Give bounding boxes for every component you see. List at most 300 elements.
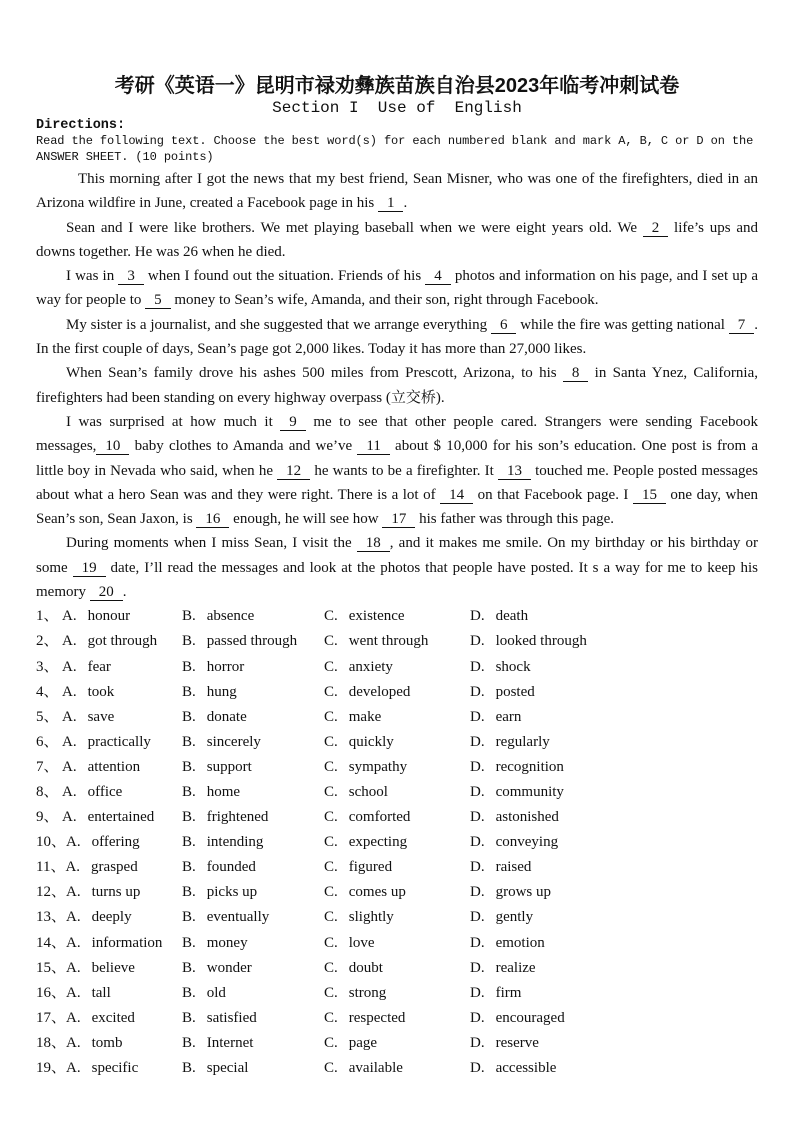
blank-7: 7: [729, 317, 755, 334]
question-8-option-B: [182, 780, 324, 805]
question-18-option-A: [36, 1031, 182, 1056]
option-text: went through: [348, 633, 429, 650]
question-6-option-C: [324, 730, 470, 755]
option-text: respected: [348, 1009, 406, 1026]
option-letter-C: C.: [324, 959, 338, 976]
option-letter-D: D.: [470, 758, 485, 775]
question-number-6: 6、: [36, 733, 59, 750]
option-text: save: [87, 708, 115, 725]
blank-13: 13: [498, 463, 531, 480]
blank-12: 12: [277, 463, 310, 480]
option-text: quickly: [348, 733, 394, 750]
option-letter-B: B.: [182, 984, 196, 1001]
question-19-option-A: [36, 1056, 182, 1081]
option-letter-B: B.: [182, 683, 196, 700]
option-text: practically: [87, 733, 151, 750]
question-17-option-B: [182, 1006, 324, 1031]
option-text: anxiety: [348, 658, 393, 675]
question-10-option-A: [36, 830, 182, 855]
blank-16: 16: [196, 511, 229, 528]
option-text: emotion: [495, 934, 545, 951]
question-list: [36, 604, 758, 1081]
question-9-option-A: [36, 805, 182, 830]
question-number-3: 3、: [36, 658, 59, 675]
option-letter-B: B.: [182, 959, 196, 976]
option-text: expecting: [348, 834, 408, 851]
option-text: firm: [495, 984, 522, 1001]
option-letter-D: D.: [470, 784, 485, 800]
question-4-option-D: [470, 680, 758, 705]
question-number-7: 7、: [36, 758, 59, 775]
option-letter-C: C.: [324, 884, 338, 901]
option-text: eventually: [206, 909, 270, 926]
option-letter-D: D.: [470, 934, 485, 951]
option-text: sincerely: [206, 733, 261, 750]
question-number-16: 16、: [36, 984, 67, 1001]
question-14-option-A: [36, 931, 182, 956]
option-text: conveying: [495, 834, 559, 851]
passage-paragraph-4: My sister is a journalist, and she suggested that we arrange everything 6 while the fire was getting national 7 . In the first couple of days, Sean’s page got 2,000 likes. Today it has more than 27,000 likes.: [36, 316, 758, 358]
question-16-option-D: [470, 981, 758, 1006]
option-letter-A: A.: [62, 733, 77, 750]
question-18-option-C: [324, 1031, 470, 1056]
option-letter-D: D.: [470, 959, 485, 976]
question-11-option-B: [182, 855, 324, 880]
question-15-option-B: [182, 956, 324, 981]
option-letter-B: B.: [182, 1034, 196, 1051]
option-text: school: [348, 784, 388, 800]
option-letter-B: B.: [182, 658, 196, 675]
section-heading: Section I Use of English: [272, 99, 522, 117]
question-row-16: [36, 981, 758, 1006]
option-text: donate: [206, 708, 247, 725]
option-text: tomb: [91, 1034, 123, 1051]
question-8-option-D: [470, 780, 758, 805]
option-letter-C: C.: [324, 984, 338, 1001]
question-row-8: [36, 780, 758, 805]
option-text: support: [206, 758, 252, 775]
question-18-option-B: [182, 1031, 324, 1056]
option-letter-D: D.: [470, 884, 485, 901]
blank-3: 3: [118, 268, 144, 285]
question-5-option-D: [470, 705, 758, 730]
option-letter-D: D.: [470, 834, 485, 851]
option-text: existence: [348, 608, 405, 625]
option-letter-B: B.: [182, 758, 196, 775]
option-letter-A: A.: [62, 683, 77, 700]
question-row-15: [36, 956, 758, 981]
option-text: believe: [91, 959, 135, 976]
question-row-11: [36, 855, 758, 880]
question-row-3: [36, 655, 758, 680]
option-letter-B: B.: [182, 733, 196, 750]
option-text: money: [206, 934, 248, 951]
option-letter-C: C.: [324, 859, 338, 876]
directions-line-2: ANSWER SHEET. (10 points): [36, 149, 214, 164]
option-text: grows up: [495, 884, 552, 901]
option-letter-C: C.: [324, 658, 338, 675]
blank-8: 8: [563, 365, 589, 382]
blank-5: 5: [145, 292, 171, 309]
option-text: looked through: [495, 633, 587, 650]
question-number-10: 10、: [36, 834, 67, 851]
option-letter-A: A.: [66, 834, 81, 851]
option-text: old: [206, 984, 226, 1001]
question-number-9: 9、: [36, 809, 59, 826]
option-letter-C: C.: [324, 733, 338, 750]
question-7-option-D: [470, 755, 758, 780]
option-text: encouraged: [495, 1009, 565, 1026]
question-number-14: 14、: [36, 934, 67, 951]
option-letter-B: B.: [182, 1060, 196, 1077]
question-19-option-D: [470, 1056, 758, 1081]
option-letter-A: A.: [66, 984, 81, 1001]
passage-paragraph-5: When Sean’s family drove his ashes 500 miles from Prescott, Arizona, to his 8 in Santa Ynez, California, firefighters had been standing on every highway overpass (立交桥).: [36, 365, 758, 406]
question-14-option-D: [470, 931, 758, 956]
question-12-option-D: [470, 880, 758, 905]
option-letter-A: A.: [66, 1034, 81, 1051]
option-text: accessible: [495, 1060, 557, 1077]
question-number-17: 17、: [36, 1009, 67, 1026]
option-text: passed through: [206, 633, 298, 650]
question-number-2: 2、: [36, 633, 59, 650]
option-letter-D: D.: [470, 809, 485, 826]
question-2-option-D: [470, 629, 758, 654]
question-12-option-C: [324, 880, 470, 905]
question-row-1: [36, 604, 758, 629]
option-letter-B: B.: [182, 633, 196, 650]
question-8-option-C: [324, 780, 470, 805]
option-text: figured: [348, 859, 393, 876]
option-letter-A: A.: [66, 884, 81, 901]
option-letter-D: D.: [470, 1060, 485, 1077]
question-7-option-B: [182, 755, 324, 780]
option-letter-C: C.: [324, 708, 338, 725]
blank-2: 2: [643, 220, 669, 237]
question-row-17: [36, 1006, 758, 1031]
question-row-7: [36, 755, 758, 780]
question-4-option-A: [36, 680, 182, 705]
option-text: developed: [348, 683, 411, 700]
option-letter-A: A.: [62, 608, 77, 625]
question-3-option-A: [36, 655, 182, 680]
question-17-option-D: [470, 1006, 758, 1031]
option-letter-A: A.: [62, 758, 77, 775]
blank-9: 9: [280, 414, 306, 431]
option-letter-B: B.: [182, 708, 196, 725]
question-11-option-D: [470, 855, 758, 880]
option-text: entertained: [87, 809, 155, 826]
option-text: specific: [91, 1060, 139, 1077]
question-number-12: 12、: [36, 884, 67, 901]
option-text: available: [348, 1060, 403, 1077]
question-11-option-A: [36, 855, 182, 880]
question-17-option-A: [36, 1006, 182, 1031]
question-number-4: 4、: [36, 683, 59, 700]
option-text: wonder: [206, 959, 252, 976]
question-number-11: 11、: [36, 859, 66, 876]
option-text: honour: [87, 608, 131, 625]
blank-14: 14: [440, 487, 473, 504]
question-7-option-C: [324, 755, 470, 780]
passage-paragraph-2: Sean and I were like brothers. We met playing baseball when we were eight years old. We 2 life’s ups and downs together. He was 26 when he died.: [36, 219, 758, 260]
blank-4: 4: [425, 268, 451, 285]
question-row-6: [36, 730, 758, 755]
option-letter-B: B.: [182, 934, 196, 951]
question-15-option-C: [324, 956, 470, 981]
option-letter-D: D.: [470, 1034, 485, 1051]
question-13-option-C: [324, 905, 470, 930]
option-letter-B: B.: [182, 834, 196, 851]
question-number-13: 13、: [36, 909, 67, 926]
option-letter-C: C.: [324, 834, 338, 851]
option-text: sympathy: [348, 758, 408, 775]
question-19-option-C: [324, 1056, 470, 1081]
option-text: excited: [91, 1009, 135, 1026]
option-text: information: [91, 934, 163, 951]
question-10-option-C: [324, 830, 470, 855]
question-row-4: [36, 680, 758, 705]
question-9-option-D: [470, 805, 758, 830]
question-19-option-B: [182, 1056, 324, 1081]
option-text: attention: [87, 758, 141, 775]
question-12-option-B: [182, 880, 324, 905]
page-title: 考研《英语一》昆明市禄劝彝族苗族自治县2023年临考冲刺试卷: [114, 75, 680, 97]
question-5-option-A: [36, 705, 182, 730]
option-text: got through: [87, 633, 158, 650]
question-13-option-B: [182, 905, 324, 930]
option-text: satisfied: [206, 1009, 257, 1026]
option-letter-D: D.: [470, 658, 485, 675]
option-letter-D: D.: [470, 608, 485, 625]
question-17-option-C: [324, 1006, 470, 1031]
option-text: love: [348, 934, 375, 951]
question-10-option-B: [182, 830, 324, 855]
question-7-option-A: [36, 755, 182, 780]
option-letter-D: D.: [470, 859, 485, 876]
question-1-option-C: [324, 604, 470, 629]
question-number-5: 5、: [36, 708, 59, 725]
option-letter-C: C.: [324, 633, 338, 650]
question-15-option-A: [36, 956, 182, 981]
option-letter-C: C.: [324, 608, 338, 625]
blank-10: 10: [96, 438, 129, 455]
option-text: earn: [495, 708, 522, 725]
question-row-19: [36, 1056, 758, 1081]
question-2-option-B: [182, 629, 324, 654]
option-text: slightly: [348, 909, 394, 926]
question-2-option-C: [324, 629, 470, 654]
question-number-1: 1、: [36, 608, 59, 625]
option-text: community: [495, 784, 564, 800]
blank-19: 19: [73, 560, 106, 577]
option-text: home: [206, 784, 241, 800]
option-letter-C: C.: [324, 683, 338, 700]
option-letter-A: A.: [62, 658, 77, 675]
question-15-option-D: [470, 956, 758, 981]
option-text: Internet: [206, 1034, 254, 1051]
blank-15: 15: [633, 487, 666, 504]
option-letter-B: B.: [182, 909, 196, 926]
option-letter-B: B.: [182, 608, 196, 625]
option-text: horror: [206, 658, 245, 675]
option-letter-A: A.: [62, 708, 77, 725]
option-text: raised: [495, 859, 532, 876]
directions-label: Directions:: [36, 118, 126, 133]
question-row-5: [36, 705, 758, 730]
option-letter-D: D.: [470, 708, 485, 725]
question-number-15: 15、: [36, 959, 67, 976]
option-text: regularly: [495, 733, 550, 750]
option-text: comes up: [348, 884, 406, 901]
question-2-option-A: [36, 629, 182, 654]
option-letter-D: D.: [470, 683, 485, 700]
question-number-8: 8、: [36, 784, 59, 800]
option-text: fear: [87, 658, 111, 675]
question-number-18: 18、: [36, 1034, 67, 1051]
question-14-option-C: [324, 931, 470, 956]
option-text: offering: [91, 834, 140, 851]
blank-18: 18: [357, 535, 390, 552]
question-4-option-C: [324, 680, 470, 705]
passage-paragraph-7: During moments when I miss Sean, I visit the 18 , and it makes me smile. On my birthday or his birthday or some 19 date, I’ll read the messages and look at the photos that people have posted. It s a way for me to keep his memory 20 .: [36, 535, 759, 601]
option-text: tall: [91, 984, 111, 1001]
option-text: frightened: [206, 809, 269, 826]
option-letter-D: D.: [470, 733, 485, 750]
option-text: astonished: [495, 809, 559, 826]
option-letter-C: C.: [324, 909, 338, 926]
option-letter-D: D.: [470, 909, 485, 926]
question-13-option-A: [36, 905, 182, 930]
question-9-option-C: [324, 805, 470, 830]
option-letter-C: C.: [324, 1034, 338, 1051]
question-6-option-A: [36, 730, 182, 755]
option-letter-C: C.: [324, 758, 338, 775]
option-letter-C: C.: [324, 1060, 338, 1077]
option-letter-B: B.: [182, 1009, 196, 1026]
passage: [36, 167, 758, 604]
option-text: comforted: [348, 809, 411, 826]
option-text: hung: [206, 683, 237, 700]
option-letter-A: A.: [62, 784, 77, 800]
question-16-option-A: [36, 981, 182, 1006]
option-letter-A: A.: [66, 909, 81, 926]
option-text: special: [206, 1060, 249, 1077]
option-letter-C: C.: [324, 784, 338, 800]
question-10-option-D: [470, 830, 758, 855]
option-text: turns up: [91, 884, 141, 901]
question-row-13: [36, 905, 758, 930]
option-letter-B: B.: [182, 884, 196, 901]
option-letter-B: B.: [182, 809, 196, 826]
question-row-10: [36, 830, 758, 855]
directions-line-1: Read the following text. Choose the best word(s) for each numbered blank and mark A, B, C or D on the: [36, 134, 754, 148]
question-1-option-D: [470, 604, 758, 629]
passage-paragraph-6: I was surprised at how much it 9 me to see that other people cared. Strangers were sending Facebook messages, 10 baby clothes to Amanda and we’ve 11 about $ 10,000 for his son’s education. One post is from a little boy in Nevada who said, when he 12 he wants to be a firefighter. It 13 touched me. People posted messages about what a hero Sean was and they were right. There is a lot of 14 on that Facebook page. I 15 one day, when Sean’s son, Sean Jaxon, is 16 enough, he will see how 17 his father was through this page.: [36, 413, 758, 528]
question-4-option-B: [182, 680, 324, 705]
question-row-12: [36, 880, 758, 905]
question-5-option-B: [182, 705, 324, 730]
question-14-option-B: [182, 931, 324, 956]
question-16-option-B: [182, 981, 324, 1006]
option-text: realize: [495, 959, 536, 976]
option-text: picks up: [206, 884, 258, 901]
option-text: make: [348, 708, 382, 725]
option-text: deeply: [91, 909, 132, 926]
question-number-19: 19、: [36, 1060, 67, 1077]
option-text: recognition: [495, 758, 564, 775]
option-text: page: [348, 1034, 378, 1051]
blank-11: 11: [357, 438, 389, 455]
question-8-option-A: [36, 780, 182, 805]
option-letter-A: A.: [65, 859, 81, 876]
option-letter-A: A.: [62, 809, 77, 826]
question-11-option-C: [324, 855, 470, 880]
passage-paragraph-1: This morning after I got the news that my best friend, Sean Misner, who was one of the firefighters, died in an Arizona wildfire in June, created a Facebook page in his 1 .: [36, 171, 758, 212]
question-5-option-C: [324, 705, 470, 730]
question-row-18: [36, 1031, 758, 1056]
option-text: absence: [206, 608, 255, 625]
option-letter-C: C.: [324, 1009, 338, 1026]
question-13-option-D: [470, 905, 758, 930]
question-row-14: [36, 931, 758, 956]
blank-1: 1: [378, 195, 404, 212]
option-letter-D: D.: [470, 984, 485, 1001]
blank-6: 6: [491, 317, 517, 334]
option-letter-B: B.: [182, 859, 196, 876]
option-letter-B: B.: [182, 784, 196, 800]
question-3-option-D: [470, 655, 758, 680]
option-letter-A: A.: [66, 959, 81, 976]
option-letter-A: A.: [62, 633, 77, 650]
option-text: shock: [495, 658, 531, 675]
option-letter-A: A.: [66, 934, 81, 951]
option-letter-C: C.: [324, 934, 338, 951]
question-12-option-A: [36, 880, 182, 905]
option-letter-A: A.: [66, 1009, 81, 1026]
option-text: intending: [206, 834, 264, 851]
question-18-option-D: [470, 1031, 758, 1056]
option-text: strong: [348, 984, 387, 1001]
question-16-option-C: [324, 981, 470, 1006]
blank-20: 20: [90, 584, 123, 601]
question-6-option-B: [182, 730, 324, 755]
question-3-option-C: [324, 655, 470, 680]
question-1-option-A: [36, 604, 182, 629]
question-row-2: [36, 629, 758, 654]
question-9-option-B: [182, 805, 324, 830]
blank-17: 17: [382, 511, 415, 528]
question-1-option-B: [182, 604, 324, 629]
question-6-option-D: [470, 730, 758, 755]
option-text: death: [495, 608, 529, 625]
option-text: took: [87, 683, 115, 700]
option-text: grasped: [91, 859, 138, 876]
passage-paragraph-3: I was in 3 when I found out the situation. Friends of his 4 photos and information on his page, and I set up a way for people to 5 money to Sean’s wife, Amanda, and their son, right through Facebook.: [36, 268, 758, 309]
option-text: reserve: [495, 1034, 539, 1051]
option-text: doubt: [348, 959, 383, 976]
option-text: posted: [495, 683, 535, 700]
question-3-option-B: [182, 655, 324, 680]
option-letter-D: D.: [470, 1009, 485, 1026]
option-letter-A: A.: [66, 1060, 81, 1077]
option-text: gently: [495, 909, 534, 926]
option-letter-C: C.: [324, 809, 338, 826]
option-letter-D: D.: [470, 633, 485, 650]
option-text: office: [87, 784, 123, 800]
option-text: founded: [206, 859, 256, 876]
question-row-9: [36, 805, 758, 830]
